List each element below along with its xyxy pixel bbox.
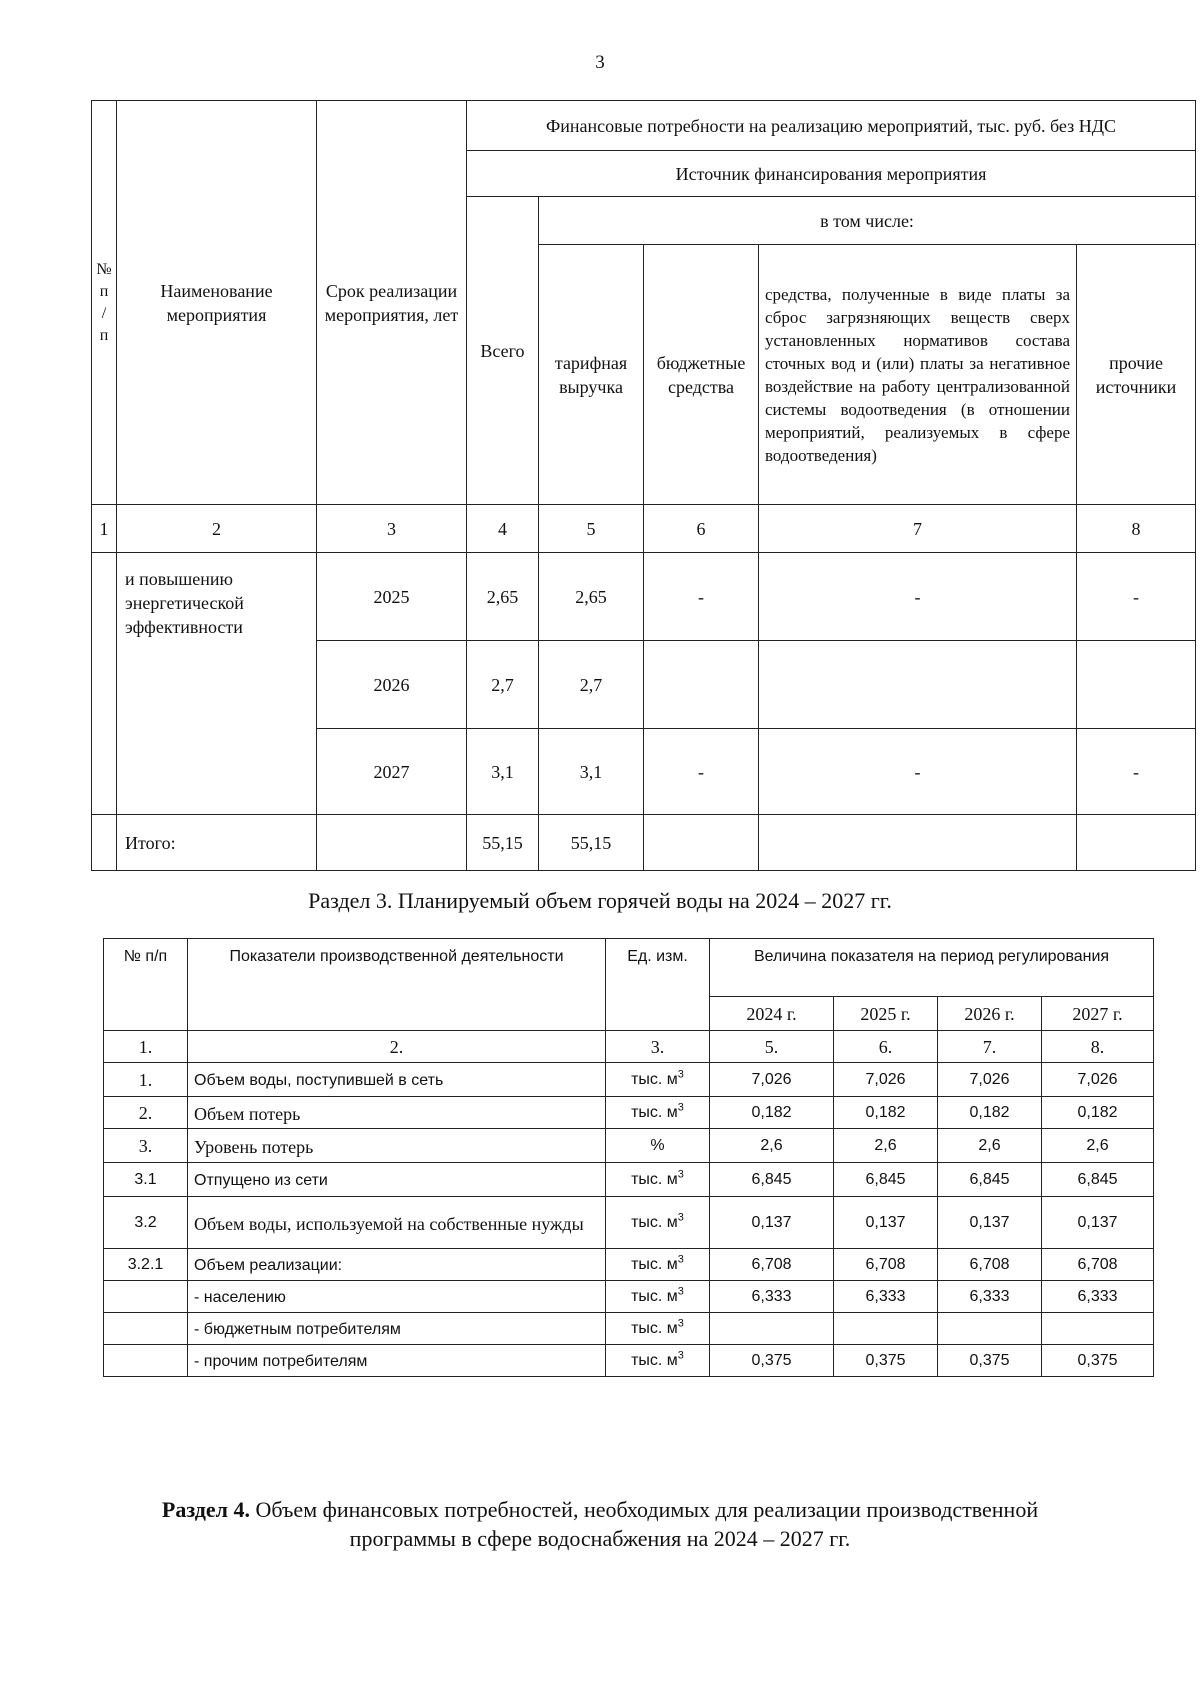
value-cell: 6,333 — [834, 1281, 938, 1313]
value-cell: 0,182 — [710, 1097, 834, 1129]
header-term: Срок реализации мероприятия, лет — [317, 101, 467, 505]
col-number: 2. — [188, 1031, 606, 1063]
header-activity-name: Наименование мероприятия — [117, 101, 317, 505]
total-tariff: 55,15 — [539, 815, 644, 871]
unit-superscript: 3 — [677, 1349, 684, 1362]
value-cell: 7,026 — [938, 1063, 1042, 1097]
header-including: в том числе: — [539, 197, 1196, 245]
cell-budget: - — [644, 729, 759, 815]
unit-cell — [606, 1281, 710, 1313]
value-cell: 7,026 — [834, 1063, 938, 1097]
header-tariff-revenue: тарифная выручка — [539, 245, 644, 505]
col-number: 2 — [117, 505, 317, 553]
row-number — [104, 1281, 188, 1313]
col-number: 5 — [539, 505, 644, 553]
cell-other: - — [1077, 553, 1196, 641]
value-cell: 6,845 — [710, 1163, 834, 1197]
cell-other — [1077, 641, 1196, 729]
indicator-name: - населению — [188, 1281, 606, 1313]
header-value-period: Величина показателя на период регулирования — [710, 939, 1154, 997]
unit-superscript: 3 — [677, 1253, 684, 1266]
value-cell: 6,708 — [834, 1249, 938, 1281]
table-row — [104, 1063, 1154, 1097]
value-cell: 2,6 — [1042, 1129, 1154, 1163]
total-label: Итого: — [117, 815, 317, 871]
table-row — [104, 1197, 1154, 1249]
col-number: 7. — [938, 1031, 1042, 1063]
table-row — [104, 1281, 1154, 1313]
col-number: 1 — [92, 505, 117, 553]
hot-water-volume-table — [103, 938, 1154, 1377]
total-row — [92, 815, 1196, 871]
unit-text: тыс. м — [631, 1103, 678, 1121]
total-sum: 55,15 — [467, 815, 539, 871]
value-cell: 0,375 — [1042, 1345, 1154, 1377]
col-number: 4 — [467, 505, 539, 553]
col-number: 3 — [317, 505, 467, 553]
unit-superscript: 3 — [677, 1068, 684, 1081]
value-cell: 0,182 — [938, 1097, 1042, 1129]
header-pollution-fees: средства, полученные в виде платы за сброс загрязняющих веществ сверх установленных нормативов состава сточных вод и (или) платы за негативное воздействие на работу централизованной системы водоотведения (в отношении мероприятий, реализуемых в сфере водоотведения) — [759, 245, 1077, 505]
table-row — [104, 1129, 1154, 1163]
cell-tariff: 2,7 — [539, 641, 644, 729]
value-cell: 6,333 — [938, 1281, 1042, 1313]
value-cell: 6,708 — [710, 1249, 834, 1281]
cell-year: 2027 — [317, 729, 467, 815]
cell-year: 2025 — [317, 553, 467, 641]
value-cell: 7,026 — [1042, 1063, 1154, 1097]
value-cell — [834, 1313, 938, 1345]
value-cell: 0,375 — [710, 1345, 834, 1377]
column-numbers-row — [104, 1031, 1154, 1063]
row-number: 3.2.1 — [104, 1249, 188, 1281]
value-cell: 6,845 — [938, 1163, 1042, 1197]
table-row — [104, 1163, 1154, 1197]
value-cell: 0,137 — [1042, 1197, 1154, 1249]
row-number — [104, 1313, 188, 1345]
cell-tariff: 2,65 — [539, 553, 644, 641]
unit-text: тыс. м — [631, 1319, 678, 1337]
indicator-name: Уровень потерь — [188, 1129, 606, 1163]
indicator-name: Объем потерь — [188, 1097, 606, 1129]
value-cell: 2,6 — [710, 1129, 834, 1163]
unit-cell — [606, 1249, 710, 1281]
value-cell: 6,708 — [1042, 1249, 1154, 1281]
page-number: 3 — [595, 52, 605, 73]
table-row — [92, 553, 1196, 641]
value-cell: 6,333 — [1042, 1281, 1154, 1313]
cell-total: 2,65 — [467, 553, 539, 641]
indicator-name: - прочим потребителям — [188, 1345, 606, 1377]
value-cell: 0,375 — [938, 1345, 1042, 1377]
column-numbers-row — [92, 505, 1196, 553]
unit-text: % — [650, 1136, 665, 1154]
cell-fees: - — [759, 553, 1077, 641]
activity-name: и повышению энергетической эффективности — [117, 553, 317, 815]
unit-cell — [606, 1197, 710, 1249]
indicator-name: Объем реализации: — [188, 1249, 606, 1281]
cell-total: 3,1 — [467, 729, 539, 815]
section4-title-line1: Объем финансовых потребностей, необходимых для реализации производственной — [250, 1497, 1039, 1522]
value-cell: 0,182 — [834, 1097, 938, 1129]
row-number: 3. — [104, 1129, 188, 1163]
cell-fees: - — [759, 729, 1077, 815]
col-number: 5. — [710, 1031, 834, 1063]
section4-title-line2: программы в сфере водоснабжения на 2024 – 2027 гг. — [349, 1526, 851, 1551]
value-cell: 0,375 — [834, 1345, 938, 1377]
col-number: 8 — [1077, 505, 1196, 553]
header-num: № п / п — [92, 101, 117, 505]
table-row — [104, 1313, 1154, 1345]
header-budget-funds: бюджетные средства — [644, 245, 759, 505]
value-cell: 2,6 — [938, 1129, 1042, 1163]
row-number — [104, 1345, 188, 1377]
value-cell — [1042, 1313, 1154, 1345]
cell-budget: - — [644, 553, 759, 641]
col-number: 3. — [606, 1031, 710, 1063]
unit-superscript: 3 — [677, 1317, 684, 1330]
value-cell: 2,6 — [834, 1129, 938, 1163]
header-year: 2024 г. — [710, 997, 834, 1031]
cell-fees — [759, 641, 1077, 729]
value-cell — [938, 1313, 1042, 1345]
value-cell: 0,182 — [1042, 1097, 1154, 1129]
financial-needs-table — [91, 100, 1196, 871]
unit-text: тыс. м — [631, 1255, 678, 1273]
value-cell: 0,137 — [834, 1197, 938, 1249]
row-number: 1. — [104, 1063, 188, 1097]
unit-cell — [606, 1063, 710, 1097]
col-number: 6 — [644, 505, 759, 553]
indicator-name: Объем воды, поступившей в сеть — [188, 1063, 606, 1097]
header-year: 2026 г. — [938, 997, 1042, 1031]
unit-cell — [606, 1313, 710, 1345]
col-number: 6. — [834, 1031, 938, 1063]
header-total: Всего — [467, 197, 539, 505]
unit-text: тыс. м — [631, 1170, 678, 1188]
unit-text: тыс. м — [631, 1070, 678, 1088]
row-number: 3.1 — [104, 1163, 188, 1197]
col-number: 7 — [759, 505, 1077, 553]
cell-tariff: 3,1 — [539, 729, 644, 815]
section4-label: Раздел 4. — [161, 1497, 251, 1522]
unit-cell — [606, 1097, 710, 1129]
header-funding-source: Источник финансирования мероприятия — [467, 151, 1196, 197]
unit-text: тыс. м — [631, 1287, 678, 1305]
indicator-name: - бюджетным потребителям — [188, 1313, 606, 1345]
table-row — [104, 1249, 1154, 1281]
unit-text: тыс. м — [631, 1213, 678, 1231]
table-row — [104, 1097, 1154, 1129]
unit-superscript: 3 — [677, 1285, 684, 1298]
table-row — [104, 1345, 1154, 1377]
unit-cell — [606, 1345, 710, 1377]
value-cell: 7,026 — [710, 1063, 834, 1097]
header-indicators: Показатели производственной деятельности — [188, 939, 606, 1031]
indicator-name: Объем воды, используемой на собственные нужды — [188, 1197, 606, 1249]
col-number: 8. — [1042, 1031, 1154, 1063]
unit-cell — [606, 1129, 710, 1163]
value-cell — [710, 1313, 834, 1345]
cell-budget — [644, 641, 759, 729]
unit-text: тыс. м — [631, 1351, 678, 1369]
header-unit: Ед. изм. — [606, 939, 710, 1031]
value-cell: 6,708 — [938, 1249, 1042, 1281]
header-year: 2025 г. — [834, 997, 938, 1031]
row-number: 3.2 — [104, 1197, 188, 1249]
header-financial-needs: Финансовые потребности на реализацию мероприятий, тыс. руб. без НДС — [467, 101, 1196, 151]
indicator-name: Отпущено из сети — [188, 1163, 606, 1197]
value-cell: 6,845 — [834, 1163, 938, 1197]
value-cell: 6,845 — [1042, 1163, 1154, 1197]
cell-year: 2026 — [317, 641, 467, 729]
section3-title: Раздел 3. Планируемый объем горячей воды на 2024 – 2027 гг. — [308, 888, 892, 913]
unit-superscript: 3 — [677, 1168, 684, 1181]
unit-cell — [606, 1163, 710, 1197]
header-year: 2027 г. — [1042, 997, 1154, 1031]
section4-title — [0, 1495, 1200, 1553]
header-other-sources: прочие источники — [1077, 245, 1196, 505]
row-number: 2. — [104, 1097, 188, 1129]
header-num: № п/п — [104, 939, 188, 1031]
col-number: 1. — [104, 1031, 188, 1063]
cell-other: - — [1077, 729, 1196, 815]
cell-total: 2,7 — [467, 641, 539, 729]
value-cell: 0,137 — [938, 1197, 1042, 1249]
value-cell: 0,137 — [710, 1197, 834, 1249]
value-cell: 6,333 — [710, 1281, 834, 1313]
unit-superscript: 3 — [677, 1211, 684, 1224]
unit-superscript: 3 — [677, 1101, 684, 1114]
